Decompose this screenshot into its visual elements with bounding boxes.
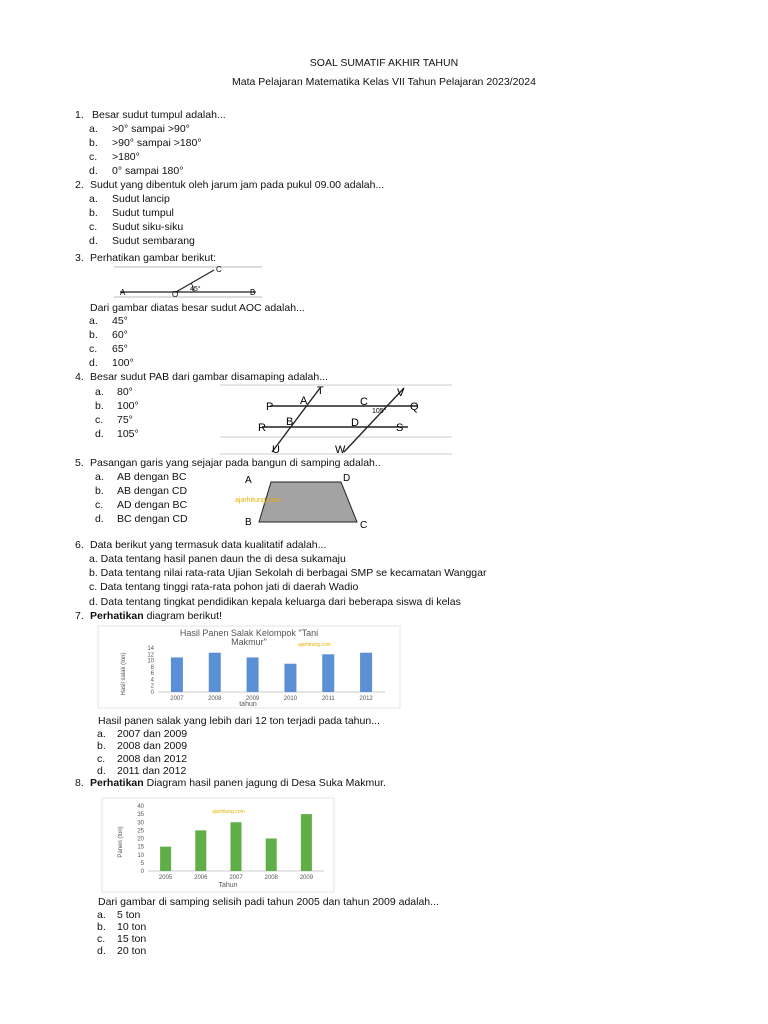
angle-label: 45° — [190, 286, 201, 293]
y-axis-label: Hasil salak (ton) — [121, 652, 127, 696]
question-text: Sudut yang dibentuk oleh jarum jam pada pukul 09.00 adalah... — [90, 179, 385, 191]
option-text: 20 ton — [117, 945, 147, 957]
option-text: 100° — [112, 357, 134, 369]
y-tick-label: 14 — [147, 646, 154, 652]
option-text: 100° — [117, 400, 139, 412]
point-label-t: T — [317, 385, 324, 397]
point-label-w: W — [335, 444, 346, 456]
option-text: 60° — [112, 329, 128, 341]
point-label-a: A — [300, 395, 308, 407]
watermark: ajarhitung.com — [298, 642, 331, 648]
option-text: 65° — [112, 343, 128, 355]
question-number: 7. — [75, 610, 84, 622]
option-text: Sudut tumpul — [112, 207, 174, 219]
point-label-d: D — [351, 417, 359, 429]
option-text: BC dengan CD — [117, 513, 188, 525]
chart-title-line2: Makmur" — [231, 637, 267, 647]
option-text: AB dengan BC — [117, 471, 187, 483]
option-text: AB dengan CD — [117, 485, 188, 497]
watermark: ajarhitung.com — [212, 809, 245, 815]
question-text: Pasangan garis yang sejajar pada bangun di samping adalah.. — [90, 457, 381, 469]
question-text — [90, 610, 222, 623]
y-tick-label: 6 — [150, 671, 154, 678]
option-letter: c. — [95, 499, 104, 511]
question-text: Dari gambar di samping selisih padi tahun 2005 dan tahun 2009 adalah... — [98, 896, 439, 908]
option-letter: b. — [89, 207, 98, 219]
option-letter: c. — [97, 753, 106, 765]
point-label-a: A — [120, 288, 126, 297]
bar-2011 — [322, 654, 334, 692]
option-letter: c. — [89, 343, 98, 355]
point-label-p: P — [266, 401, 274, 413]
y-tick-label: 0 — [140, 869, 144, 875]
y-tick-label: 12 — [147, 652, 154, 659]
chart-hasil-panen-salak — [98, 626, 400, 708]
option-letter: b. — [97, 921, 106, 933]
question-rest: Diagram hasil panen jagung di Desa Suka Makmur. — [143, 777, 386, 789]
option-text: Sudut siku-siku — [112, 221, 184, 233]
vertex-label-a: A — [245, 475, 252, 486]
option-text: >0° sampai >90° — [112, 123, 190, 135]
option-letter: a. — [89, 315, 98, 327]
option-text: 2007 dan 2009 — [117, 728, 188, 740]
x-tick-label: 2009 — [299, 875, 314, 881]
x-axis-label: Tahun — [218, 882, 238, 889]
question-text — [90, 777, 386, 790]
chart-title-line1: Hasil Panen Salak Kelompok "Tani — [179, 628, 319, 638]
option-letter: a. — [95, 386, 104, 398]
y-tick-label: 4 — [150, 677, 154, 684]
option-letter: a. — [89, 193, 98, 205]
option-letter: a. — [97, 909, 106, 921]
y-tick-label: 0 — [150, 690, 154, 696]
option-letter: b. — [89, 137, 98, 149]
x-tick-label: 2006 — [194, 875, 208, 881]
document-subtitle: Mata Pelajaran Matematika Kelas VII Tahun Pelajaran 2023/2024 — [232, 76, 536, 88]
option-letter: c. — [89, 221, 98, 233]
option-letter: b. — [89, 329, 98, 341]
question-text: Dari gambar diatas besar sudut AOC adalah... — [90, 302, 305, 314]
vertex-label-d: D — [343, 473, 351, 484]
question-text: Hasil panen salak yang lebih dari 12 ton terjadi pada tahun... — [98, 715, 380, 727]
y-tick-label: 15 — [137, 844, 144, 851]
y-tick-label: 25 — [137, 828, 144, 835]
question-number: 4. — [75, 371, 84, 383]
parallel-lines-figure — [220, 382, 452, 456]
option-text: Sudut sembarang — [112, 235, 195, 247]
question-text: Besar sudut PAB dari gambar disamaping adalah... — [90, 371, 328, 383]
bar-2007 — [231, 822, 242, 871]
y-tick-label: 10 — [137, 852, 144, 859]
y-tick-label: 10 — [147, 658, 154, 665]
y-tick-label: 35 — [137, 812, 144, 819]
question-lead: Perhatikan — [90, 777, 144, 789]
y-tick-label: 20 — [137, 836, 144, 843]
question-number: 6. — [75, 539, 84, 551]
option-text: a. Data tentang hasil panen daun the di desa sukamaju — [89, 553, 346, 565]
option-text: 15 ton — [117, 933, 147, 945]
x-tick-label: 2007 — [229, 875, 243, 881]
point-label-o: O — [172, 290, 179, 299]
angle-figure-aoc — [110, 264, 268, 300]
option-text: >180° — [112, 151, 140, 163]
x-tick-label: 2008 — [208, 696, 222, 702]
point-label-s: S — [396, 422, 404, 434]
option-text: 0° sampai 180° — [112, 165, 184, 177]
x-tick-label: 2009 — [245, 696, 260, 702]
question-number: 8. — [75, 777, 84, 789]
x-tick-label: 2005 — [158, 875, 173, 881]
option-text: 5 ton — [117, 909, 141, 921]
option-text: d. Data tentang tingkat pendidikan kepala keluarga dari beberapa siswa di kelas — [89, 596, 461, 608]
option-letter: d. — [95, 513, 104, 525]
option-text: 75° — [117, 414, 133, 426]
x-tick-label: 2012 — [359, 696, 373, 702]
question-number: 3. — [75, 252, 84, 264]
option-letter: a. — [89, 123, 98, 135]
bar-2005 — [160, 847, 171, 871]
option-letter: b. — [97, 740, 106, 752]
bar-2009 — [247, 657, 259, 692]
option-text: c. Data tentang tinggi rata-rata pohon jati di daerah Wadio — [89, 581, 359, 593]
x-tick-label: 2008 — [264, 875, 278, 881]
option-text: AD dengan BC — [117, 499, 188, 511]
bar-2012 — [360, 653, 372, 692]
option-text: >90° sampai >180° — [112, 137, 202, 149]
option-text: 105° — [117, 428, 139, 440]
point-label-c: C — [360, 396, 368, 408]
point-label-q: Q — [410, 401, 419, 413]
option-letter: b. — [95, 400, 104, 412]
option-text: 80° — [117, 386, 133, 398]
option-text: 2008 dan 2012 — [117, 753, 188, 765]
question-text: Data berikut yang termasuk data kualitatif adalah... — [90, 539, 327, 551]
question-lead: Perhatikan — [90, 610, 144, 622]
point-label-b: B — [286, 416, 294, 428]
option-letter: c. — [89, 151, 98, 163]
option-letter: c. — [97, 933, 106, 945]
option-letter: d. — [97, 945, 106, 957]
x-axis-label: tahun — [239, 701, 257, 708]
y-tick-label: 40 — [137, 804, 144, 810]
x-tick-label: 2010 — [283, 696, 298, 702]
bar-2008 — [209, 653, 221, 692]
option-text: 2011 dan 2012 — [117, 765, 187, 777]
question-number: 5. — [75, 457, 84, 469]
bar-2010 — [284, 664, 296, 692]
question-text: Besar sudut tumpul adalah... — [92, 109, 226, 121]
option-text: Sudut lancip — [112, 193, 170, 205]
y-tick-label: 2 — [150, 683, 154, 690]
option-letter: b. — [95, 485, 104, 497]
option-text: 45° — [112, 315, 128, 327]
bar-2006 — [195, 830, 206, 871]
option-text: b. Data tentang nilai rata-rata Ujian Sekolah di berbagai SMP se kecamatan Wanggar — [89, 567, 487, 579]
option-letter: d. — [97, 765, 106, 777]
angle-label: 105° — [372, 408, 387, 415]
x-tick-label: 2011 — [321, 696, 335, 702]
vertex-label-c: C — [360, 520, 368, 531]
y-tick-label: 8 — [150, 664, 154, 671]
bar-2008 — [266, 839, 277, 872]
chart-panen-jagung — [102, 798, 334, 892]
x-tick-label: 2007 — [170, 696, 184, 702]
question-number: 1. — [75, 109, 84, 121]
point-label-v: V — [397, 387, 405, 399]
trapezoid-figure — [235, 470, 375, 531]
option-letter: c. — [95, 414, 104, 426]
option-letter: d. — [89, 235, 98, 247]
option-text: 10 ton — [117, 921, 147, 933]
question-text: Perhatikan gambar berikut: — [90, 252, 217, 264]
point-label-u: U — [272, 444, 280, 456]
option-letter: d. — [89, 165, 98, 177]
watermark: ajarhitung.com — [235, 497, 281, 504]
y-axis-label: Panen (ton) — [118, 826, 124, 858]
question-number: 2. — [75, 179, 84, 191]
option-letter: a. — [95, 471, 104, 483]
point-label-b: B — [250, 288, 256, 297]
option-letter: d. — [89, 357, 98, 369]
option-text: 2008 dan 2009 — [117, 740, 188, 752]
document-title: SOAL SUMATIF AKHIR TAHUN — [309, 57, 459, 69]
question-rest: diagram berikut! — [143, 610, 222, 622]
y-tick-label: 5 — [140, 860, 144, 867]
point-label-c: C — [216, 265, 222, 274]
vertex-label-b: B — [245, 517, 252, 528]
option-letter: d. — [95, 428, 104, 440]
bar-2009 — [301, 814, 312, 871]
option-letter: a. — [97, 728, 106, 740]
y-tick-label: 30 — [137, 820, 144, 827]
bar-2007 — [171, 657, 183, 692]
point-label-r: R — [258, 422, 266, 434]
